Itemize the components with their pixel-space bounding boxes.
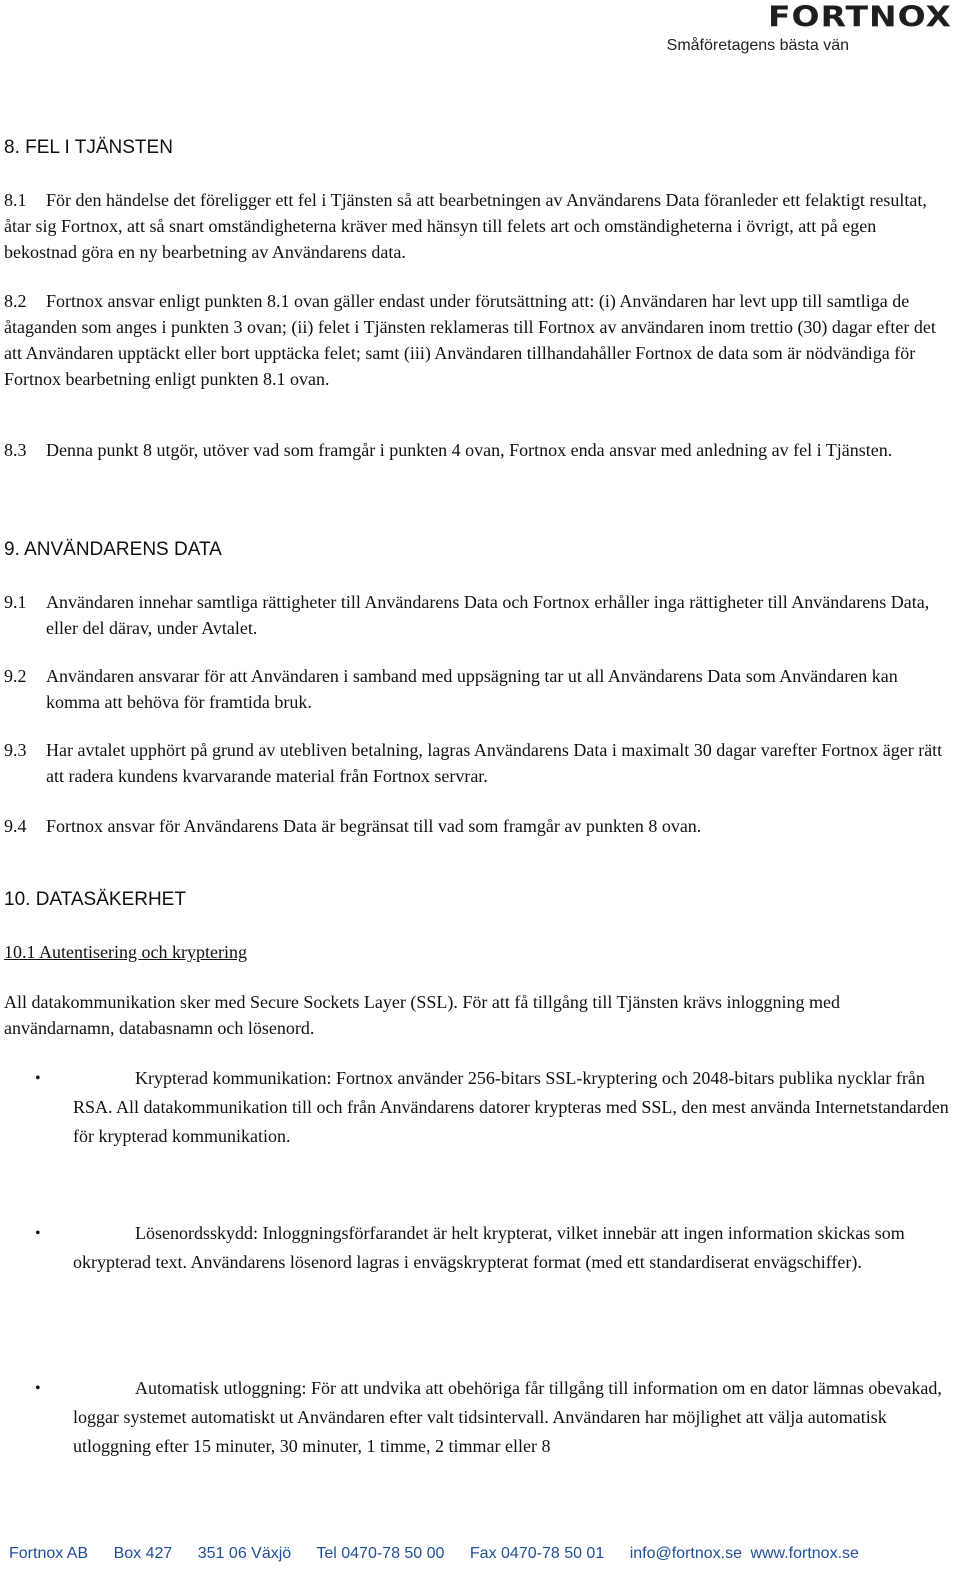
clause-number: 9.4 bbox=[4, 816, 27, 836]
clause-text: Användaren innehar samtliga rättigheter till Användarens Data och Fortnox erhåller inga rättigheter till Användarens Data, eller del därav, under Avtalet. bbox=[46, 592, 930, 638]
subsection-title: 10.1 Autentisering och kryptering bbox=[4, 942, 247, 962]
footer-fax: Fax 0470-78 50 01 bbox=[469, 1545, 605, 1562]
footer-email[interactable]: info@fortnox.se bbox=[629, 1545, 742, 1562]
bullet-text: Automatisk utloggning: För att undvika att obehöriga får tillgång till information om en dator lämnas obevakad, loggar systemet automatiskt ut Användaren efter valt tidsintervall. Användaren har möjlighet att välja automatisk utloggning efter 15 minuter, 30 minuter, 1 timme, 2 timmar eller 8 bbox=[73, 1378, 942, 1456]
bullet-item bbox=[35, 1219, 952, 1277]
clause-text: Användaren ansvarar för att Användaren i samband med uppsägning tar ut all Användarens Data som Användaren kan komma att behöva för framtida bruk. bbox=[46, 666, 898, 712]
clause-text: Fortnox ansvar för Användarens Data är begränsat till vad som framgår av punkten 8 ovan. bbox=[46, 816, 702, 836]
clause-number: 9.3 bbox=[4, 740, 27, 760]
bullet-text: Lösenordsskydd: Inloggningsförfarandet är helt krypterat, vilket innebär att ingen information skickas som okrypterad text. Användarens lösenord lagras i envägskrypterat format (med ett standardiserat envägschiffer). bbox=[73, 1223, 905, 1272]
clause-9-1 bbox=[4, 589, 946, 641]
clause-9-2 bbox=[4, 663, 946, 715]
bullet-dot: • bbox=[35, 1225, 41, 1242]
fortnox-logo bbox=[656, 0, 956, 56]
bullet-item bbox=[35, 1064, 952, 1151]
footer-web[interactable]: www.fortnox.se bbox=[750, 1545, 859, 1562]
logo-tagline: Småföretagens bästa vän bbox=[666, 37, 849, 54]
footer-address: 351 06 Växjö bbox=[197, 1545, 292, 1562]
section-9-heading: 9. ANVÄNDARENS DATA bbox=[4, 539, 222, 560]
clause-8-3 bbox=[4, 437, 946, 463]
footer-company: Fortnox AB bbox=[9, 1545, 89, 1562]
bullet-dot: • bbox=[35, 1380, 41, 1397]
page-footer bbox=[9, 1545, 859, 1563]
clause-9-4 bbox=[4, 813, 946, 839]
clause-number: 9.2 bbox=[4, 666, 27, 686]
clause-text: Denna punkt 8 utgör, utöver vad som framgår i punkten 4 ovan, Fortnox enda ansvar med anledning av fel i Tjänsten. bbox=[46, 440, 893, 460]
bullet-text: Krypterad kommunikation: Fortnox använder 256-bitars SSL-kryptering och 2048-bitars publika nycklar från RSA. All datakommunikation till och från Användarens datorer krypteras med SSL, den mest använda Internetstandarden för krypterad kommunikation. bbox=[73, 1068, 949, 1146]
intro-text: All datakommunikation sker med Secure Sockets Layer (SSL). För att få tillgång till Tjänsten krävs inloggning med användarnamn, databasnamn och lösenord. bbox=[4, 992, 841, 1038]
clause-text: För den händelse det föreligger ett fel i Tjänsten så att bearbetningen av Användarens Data föranleder ett felaktigt resultat, åtar sig Fortnox, att så snart omständigheterna kräver med hänsyn till felets art och omständigheterna i övrigt, att på egen bekostnad göra en ny bearbetning av Användarens data. bbox=[4, 190, 927, 262]
clause-text: Fortnox ansvar enligt punkten 8.1 ovan gäller endast under förutsättning att: (i) Användaren har levt upp till samtliga de åtaganden som anges i punkten 3 ovan; (ii) felet i Tjänsten reklameras till Fortnox av användaren inom trettio (30) dagar efter det att Användaren upptäckt eller bort upptäcka felet; samt (iii) Användaren tillhandahåller Fortnox de data som är nödvändiga för Fortnox bearbetning enligt punkten 8.1 ovan. bbox=[4, 291, 936, 389]
section-10-heading: 10. DATASÄKERHET bbox=[4, 889, 186, 910]
clause-8-1 bbox=[4, 187, 946, 265]
clause-number: 8.3 bbox=[4, 440, 27, 460]
bullet-item bbox=[35, 1374, 952, 1461]
security-intro bbox=[4, 989, 946, 1041]
footer-phone: Tel 0470-78 50 00 bbox=[316, 1545, 445, 1562]
clause-number: 8.2 bbox=[4, 291, 27, 311]
clause-8-2 bbox=[4, 288, 946, 392]
footer-box: Box 427 bbox=[113, 1545, 173, 1562]
bullet-dot: • bbox=[35, 1070, 41, 1087]
clause-text: Har avtalet upphört på grund av utebliven betalning, lagras Användarens Data i maximalt 30 dagar varefter Fortnox äger rätt att radera kundens kvarvarande material från Fortnox servrar. bbox=[46, 740, 943, 786]
clause-9-3 bbox=[4, 737, 946, 789]
clause-number: 9.1 bbox=[4, 592, 27, 612]
section-8-heading: 8. FEL I TJÄNSTEN bbox=[4, 137, 173, 158]
clause-number: 8.1 bbox=[4, 190, 27, 210]
logo-wordmark: FORTNOX bbox=[768, 0, 952, 34]
